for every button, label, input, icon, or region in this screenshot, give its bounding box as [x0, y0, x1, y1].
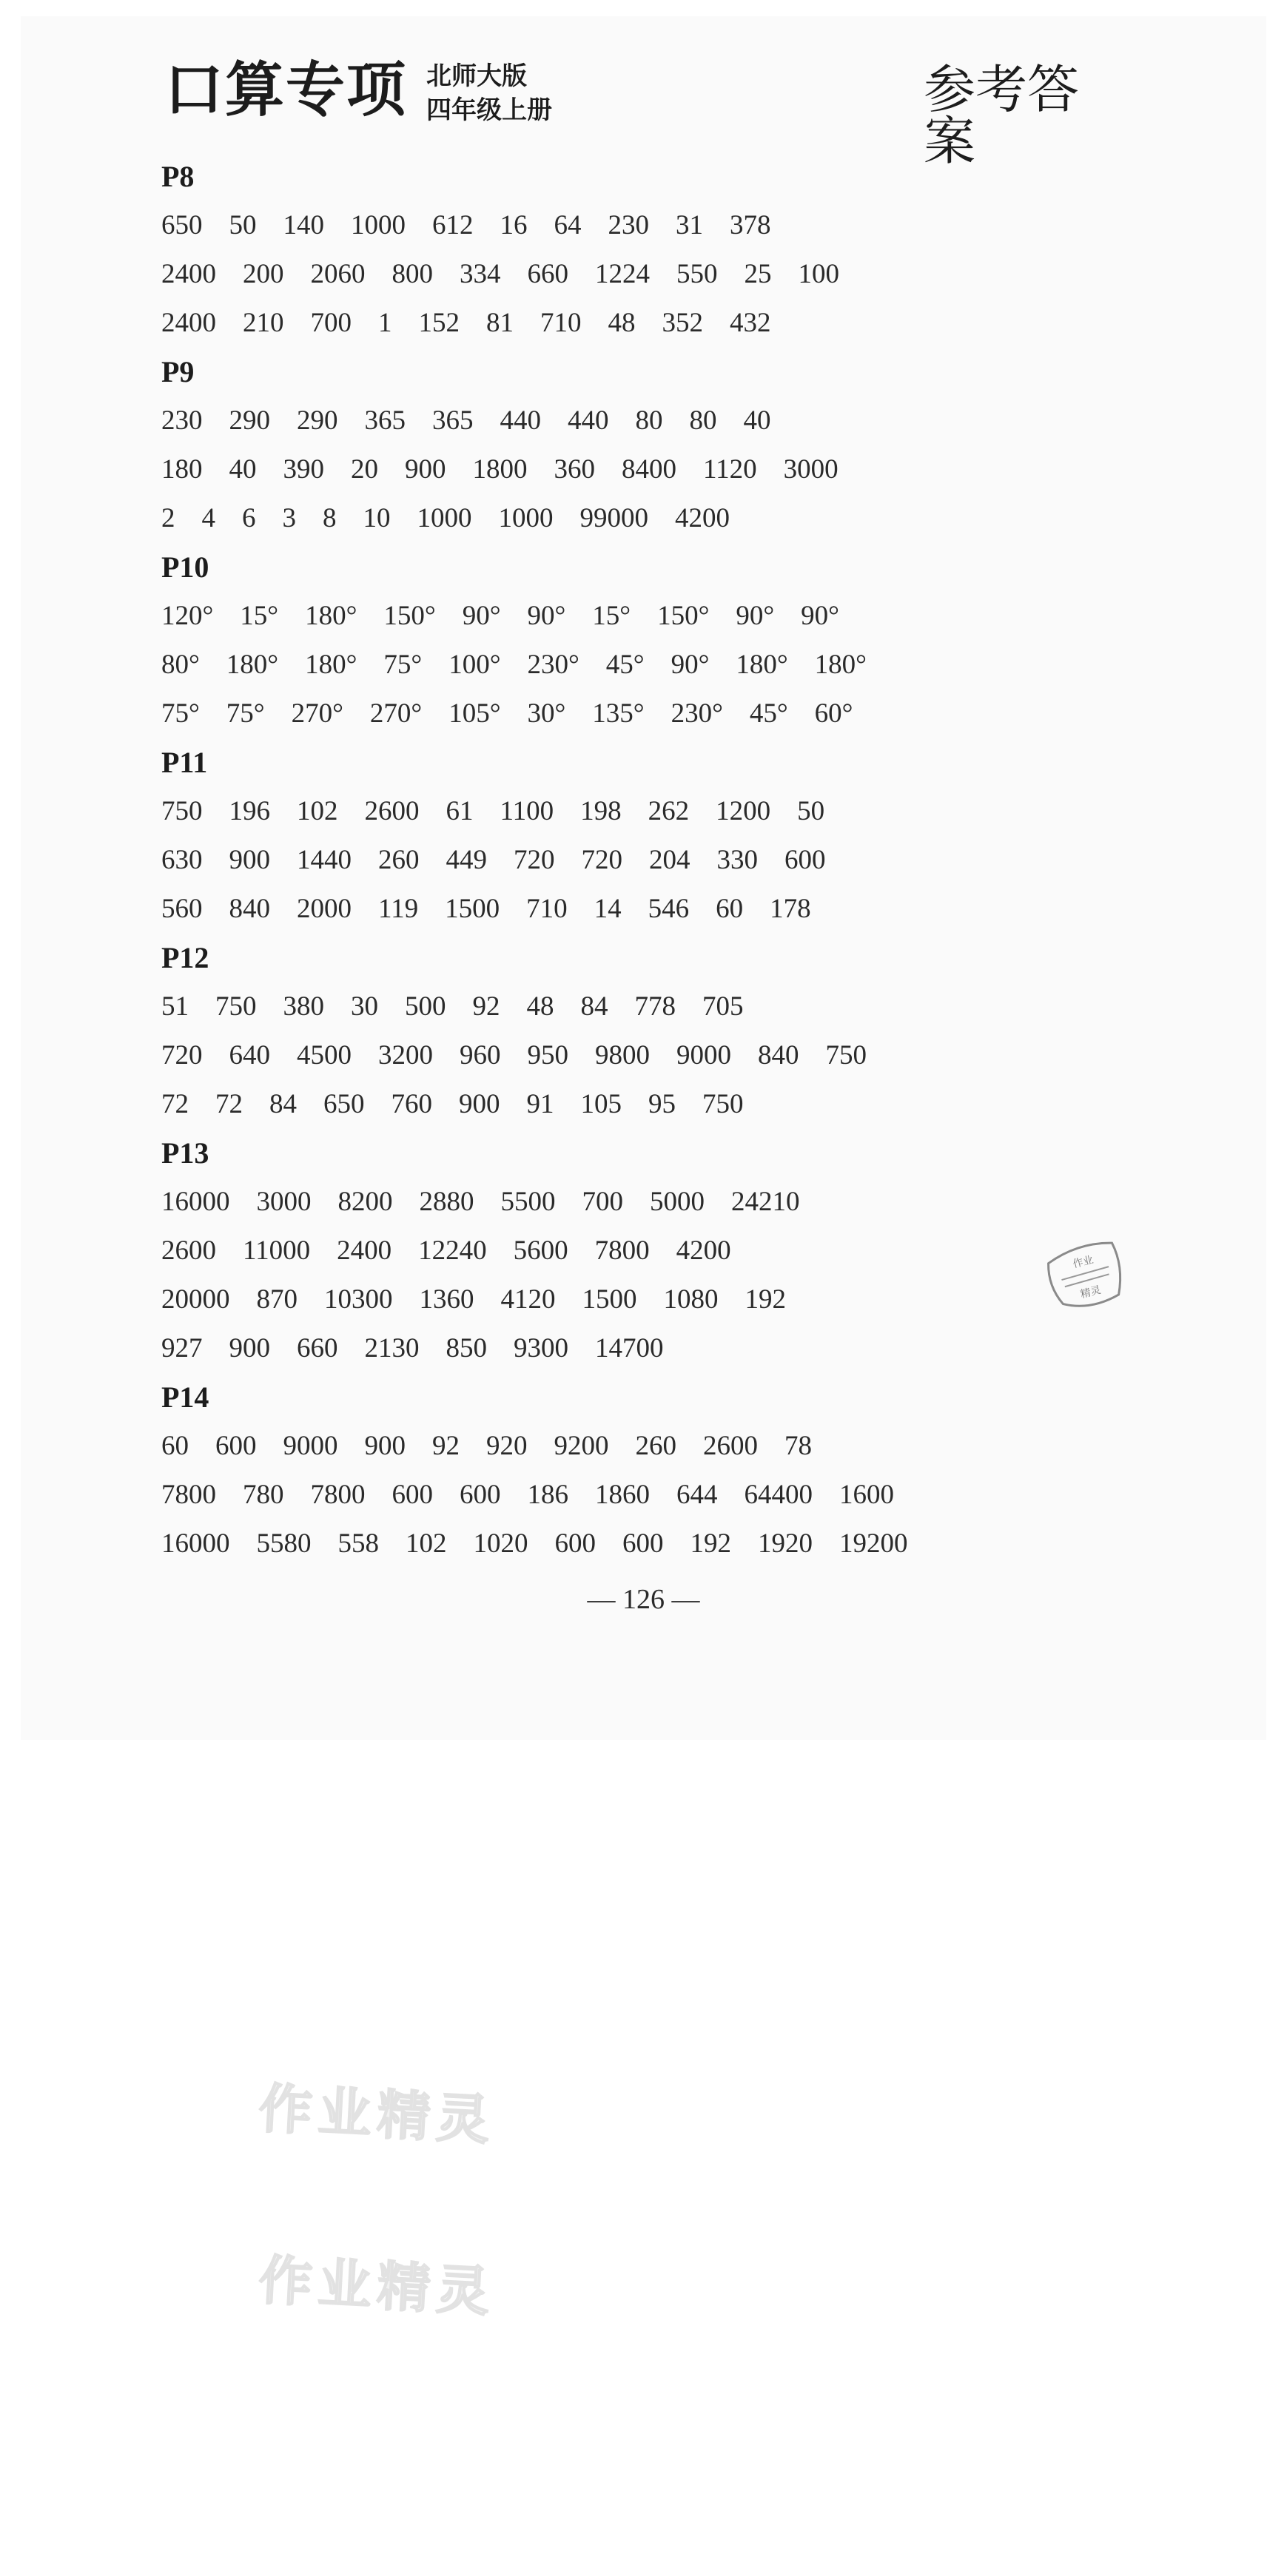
answer-value: 644: [676, 1480, 718, 1510]
answer-value: 5000: [650, 1187, 705, 1217]
answer-value: 92: [432, 1431, 460, 1461]
answer-value: 75°: [161, 698, 200, 729]
answer-value: 75°: [383, 650, 423, 680]
answer-value: 3200: [378, 1040, 433, 1070]
answer-value: 30: [351, 991, 378, 1022]
answer-value: 2600: [161, 1235, 216, 1266]
answer-value: 560: [161, 894, 203, 924]
answer-row: [161, 250, 1123, 299]
answer-row: [161, 592, 1123, 641]
answer-value: 750: [825, 1040, 867, 1070]
answer-value: 3: [282, 503, 296, 533]
answer-value: 440: [568, 405, 609, 436]
answer-value: 900: [364, 1431, 406, 1461]
answer-value: 180: [161, 454, 203, 485]
answer-value: 9800: [595, 1040, 650, 1070]
answer-value: 1920: [758, 1528, 813, 1559]
answer-value: 100: [798, 259, 839, 289]
answer-value: 710: [540, 308, 582, 338]
answer-value: 5600: [513, 1235, 568, 1266]
answer-value: 1200: [716, 796, 771, 826]
answer-value: 91: [526, 1089, 554, 1119]
answer-value: 204: [649, 845, 690, 875]
svg-text:精灵: 精灵: [1079, 1284, 1103, 1301]
answer-value: 260: [378, 845, 420, 875]
answer-value: 365: [432, 405, 474, 436]
answer-value: 5500: [500, 1187, 556, 1217]
answer-value: 64: [554, 210, 582, 240]
answer-value: 30°: [527, 698, 566, 729]
answer-value: 600: [622, 1528, 664, 1559]
answer-value: 1500: [582, 1284, 637, 1315]
edition-publisher: 北师大版: [426, 61, 527, 91]
answer-value: 4120: [500, 1284, 556, 1315]
answer-value: 550: [676, 259, 718, 289]
answer-value: 760: [391, 1089, 432, 1119]
answer-value: 720: [581, 845, 622, 875]
answer-value: 7800: [310, 1480, 366, 1510]
answer-value: 1120: [703, 454, 757, 485]
answer-row: [161, 1227, 1123, 1275]
answer-value: 90°: [462, 601, 501, 631]
answer-value: 180°: [226, 650, 279, 680]
answer-value: 710: [526, 894, 568, 924]
answer-value: 180°: [305, 650, 357, 680]
answer-value: 750: [161, 796, 203, 826]
section-label: P14: [161, 1380, 209, 1414]
answer-value: 16000: [161, 1187, 230, 1217]
answer-value: 84: [269, 1089, 297, 1119]
answer-row: [161, 1275, 1123, 1324]
answer-value: 2600: [364, 796, 420, 826]
answer-value: 2060: [310, 259, 366, 289]
answer-value: 900: [459, 1089, 500, 1119]
answer-value: 1000: [351, 210, 406, 240]
answer-value: 11000: [243, 1235, 311, 1266]
answer-value: 750: [215, 991, 257, 1022]
answer-value: 60°: [814, 698, 853, 729]
answer-row: [161, 836, 1123, 885]
answer-value: 660: [527, 259, 568, 289]
answer-value: 75°: [226, 698, 265, 729]
answer-value: 12240: [418, 1235, 487, 1266]
answer-value: 449: [446, 845, 487, 875]
answer-value: 500: [405, 991, 446, 1022]
answer-value: 5580: [256, 1528, 312, 1559]
section-label: P13: [161, 1136, 209, 1170]
answer-value: 7800: [161, 1480, 216, 1510]
answer-value: 19200: [839, 1528, 908, 1559]
answer-value: 650: [323, 1089, 365, 1119]
answer-value: 180°: [305, 601, 357, 631]
answer-value: 135°: [592, 698, 645, 729]
answer-value: 186: [527, 1480, 568, 1510]
answer-value: 20: [351, 454, 378, 485]
answer-value: 25: [744, 259, 772, 289]
answer-value: 6: [242, 503, 256, 533]
answer-value: 950: [527, 1040, 568, 1070]
answer-value: 270°: [291, 698, 343, 729]
answer-value: 192: [690, 1528, 731, 1559]
answer-value: 1020: [473, 1528, 528, 1559]
answer-value: 600: [460, 1480, 501, 1510]
answer-value: 150°: [383, 601, 436, 631]
answer-value: 720: [514, 845, 555, 875]
answer-content: [161, 152, 1123, 1568]
answer-value: 48: [526, 991, 554, 1022]
answer-value: 2880: [419, 1187, 474, 1217]
answer-value: 2400: [337, 1235, 392, 1266]
answer-value: 600: [215, 1431, 257, 1461]
answer-value: 50: [229, 210, 257, 240]
answer-value: 78: [784, 1431, 812, 1461]
answer-value: 920: [486, 1431, 528, 1461]
answer-value: 80: [689, 405, 717, 436]
answer-value: 198: [580, 796, 622, 826]
answer-value: 4: [201, 503, 215, 533]
answer-row: [161, 1471, 1123, 1520]
answer-value: 16000: [161, 1528, 230, 1559]
answer-value: 105: [580, 1089, 622, 1119]
answer-value: 960: [460, 1040, 501, 1070]
answer-value: 50: [797, 796, 825, 826]
answer-value: 1800: [472, 454, 528, 485]
answer-value: 45°: [749, 698, 788, 729]
answer-row: [161, 885, 1123, 934]
answer-row: [161, 1520, 1123, 1568]
answer-value: 51: [161, 991, 189, 1022]
answer-value: 90°: [527, 601, 566, 631]
answer-value: 1000: [498, 503, 554, 533]
answer-value: 640: [229, 1040, 270, 1070]
answer-value: 7800: [594, 1235, 650, 1266]
answer-row: [161, 1324, 1123, 1373]
answer-value: 260: [635, 1431, 676, 1461]
answer-value: 1100: [500, 796, 554, 826]
answer-value: 900: [405, 454, 446, 485]
answer-value: 334: [460, 259, 501, 289]
answer-value: 40: [229, 454, 257, 485]
answer-value: 360: [554, 454, 595, 485]
answer-value: 200: [243, 259, 284, 289]
answer-value: 102: [406, 1528, 447, 1559]
answer-value: 600: [392, 1480, 433, 1510]
section-label: P10: [161, 550, 209, 584]
answer-value: 1500: [445, 894, 500, 924]
edition-grade: 四年级上册: [426, 95, 552, 125]
answer-row: [161, 397, 1123, 445]
answer-value: 380: [283, 991, 324, 1022]
answer-value: 119: [378, 894, 419, 924]
answer-value: 178: [770, 894, 811, 924]
answer-value: 4500: [297, 1040, 352, 1070]
svg-text:作业: 作业: [1072, 1254, 1095, 1271]
section-label: P9: [161, 355, 195, 388]
answer-value: 230: [161, 405, 203, 436]
answer-row: [161, 1031, 1123, 1080]
answer-value: 1000: [417, 503, 472, 533]
answer-value: 105°: [448, 698, 501, 729]
answer-value: 14: [594, 894, 622, 924]
answer-value: 8400: [622, 454, 676, 485]
answer-value: 60: [161, 1431, 189, 1461]
answer-value: 352: [662, 308, 703, 338]
answer-value: 600: [784, 845, 826, 875]
answer-value: 152: [418, 308, 460, 338]
answer-value: 1: [378, 308, 392, 338]
answer-value: 440: [500, 405, 541, 436]
answer-value: 840: [758, 1040, 799, 1070]
answer-value: 2600: [703, 1431, 758, 1461]
answer-value: 196: [229, 796, 270, 826]
answer-value: 4200: [676, 1235, 731, 1266]
answer-value: 90°: [736, 601, 775, 631]
answer-value: 80°: [161, 650, 200, 680]
answer-value: 378: [730, 210, 771, 240]
answer-value: 24210: [731, 1187, 800, 1217]
page-number: — 126 —: [587, 1584, 700, 1615]
answer-value: 180°: [736, 650, 788, 680]
answer-value: 900: [229, 845, 270, 875]
answer-value: 150°: [657, 601, 710, 631]
answer-value: 600: [554, 1528, 596, 1559]
answer-value: 290: [229, 405, 270, 436]
answer-value: 778: [634, 991, 676, 1022]
answer-value: 92: [472, 991, 500, 1022]
answer-value: 99000: [579, 503, 648, 533]
answer-value: 1440: [297, 845, 352, 875]
answer-value: 40: [743, 405, 771, 436]
answer-value: 192: [745, 1284, 786, 1315]
answer-value: 546: [648, 894, 690, 924]
answer-value: 45°: [605, 650, 645, 680]
answer-value: 720: [161, 1040, 203, 1070]
answer-value: 14700: [595, 1333, 664, 1363]
answer-value: 15°: [240, 601, 279, 631]
answer-value: 2400: [161, 259, 216, 289]
answer-value: 9300: [514, 1333, 568, 1363]
answer-row: [161, 1422, 1123, 1471]
answer-value: 750: [702, 1089, 744, 1119]
answer-value: 16: [500, 210, 528, 240]
answer-value: 558: [337, 1528, 379, 1559]
answer-row: [161, 1178, 1123, 1227]
section-label: P8: [161, 160, 195, 193]
answer-value: 800: [392, 259, 433, 289]
answer-row: [161, 689, 1123, 738]
answers-title: 参考答案: [924, 59, 1079, 172]
answer-value: 900: [229, 1333, 270, 1363]
answer-value: 612: [432, 210, 474, 240]
answer-value: 102: [297, 796, 338, 826]
answer-value: 2: [161, 503, 175, 533]
answer-value: 90°: [671, 650, 710, 680]
answer-value: 230°: [671, 698, 723, 729]
answer-value: 64400: [744, 1480, 813, 1510]
answer-value: 230°: [527, 650, 579, 680]
watermark: 作业精灵: [257, 2077, 497, 2152]
answer-value: 2130: [364, 1333, 420, 1363]
answer-value: 20000: [161, 1284, 230, 1315]
answer-value: 120°: [161, 601, 214, 631]
answer-row: [161, 641, 1123, 689]
answer-value: 8: [323, 503, 337, 533]
answer-value: 1080: [663, 1284, 719, 1315]
answer-row: [161, 299, 1123, 348]
answer-row: [161, 1080, 1123, 1129]
answer-value: 330: [716, 845, 758, 875]
answer-value: 72: [215, 1089, 243, 1119]
answer-value: 1360: [419, 1284, 474, 1315]
edition-label: [426, 59, 552, 127]
answer-value: 705: [702, 991, 744, 1022]
answer-row: [161, 787, 1123, 836]
answer-value: 650: [161, 210, 203, 240]
answer-row: [161, 445, 1123, 494]
answer-value: 1224: [595, 259, 650, 289]
answer-value: 700: [582, 1187, 623, 1217]
answer-value: 31: [676, 210, 703, 240]
answer-value: 140: [283, 210, 324, 240]
answer-value: 630: [161, 845, 203, 875]
answer-value: 270°: [369, 698, 423, 729]
answer-value: 81: [486, 308, 514, 338]
answer-row: [161, 494, 1123, 543]
answer-value: 180°: [814, 650, 867, 680]
section-label: P11: [161, 746, 208, 779]
answer-value: 9000: [676, 1040, 731, 1070]
answer-value: 262: [648, 796, 690, 826]
answer-value: 3000: [256, 1187, 312, 1217]
answer-value: 1600: [839, 1480, 894, 1510]
answer-value: 100°: [448, 650, 501, 680]
answer-value: 9000: [283, 1431, 338, 1461]
header: [164, 55, 1126, 172]
answer-row: [161, 201, 1123, 250]
answer-value: 927: [161, 1333, 203, 1363]
answer-value: 8200: [337, 1187, 393, 1217]
answer-value: 48: [608, 308, 636, 338]
answer-row: [161, 982, 1123, 1031]
answer-value: 390: [283, 454, 324, 485]
answer-value: 2000: [297, 894, 352, 924]
answer-value: 3000: [783, 454, 839, 485]
answer-value: 840: [229, 894, 270, 924]
answer-value: 210: [243, 308, 284, 338]
answer-value: 9200: [554, 1431, 609, 1461]
answer-value: 84: [580, 991, 608, 1022]
answer-value: 72: [161, 1089, 189, 1119]
answer-value: 15°: [592, 601, 631, 631]
answer-value: 2400: [161, 308, 216, 338]
answer-value: 290: [297, 405, 338, 436]
answer-value: 80: [635, 405, 663, 436]
answer-value: 780: [243, 1480, 284, 1510]
answer-value: 95: [648, 1089, 676, 1119]
answer-value: 1860: [595, 1480, 650, 1510]
answer-value: 432: [730, 308, 771, 338]
answer-value: 4200: [675, 503, 730, 533]
answer-value: 700: [310, 308, 352, 338]
answer-value: 660: [297, 1333, 338, 1363]
answer-value: 365: [364, 405, 406, 436]
answer-value: 870: [256, 1284, 298, 1315]
answer-value: 60: [716, 894, 744, 924]
brand-title: 口算专项: [164, 55, 407, 124]
answer-value: 230: [608, 210, 649, 240]
answer-value: 90°: [801, 601, 839, 631]
answer-value: 61: [446, 796, 474, 826]
section-label: P12: [161, 941, 209, 974]
watermark: 作业精灵: [257, 2248, 497, 2324]
answer-value: 850: [446, 1333, 487, 1363]
answer-value: 10300: [324, 1284, 393, 1315]
answer-value: 10: [363, 503, 391, 533]
